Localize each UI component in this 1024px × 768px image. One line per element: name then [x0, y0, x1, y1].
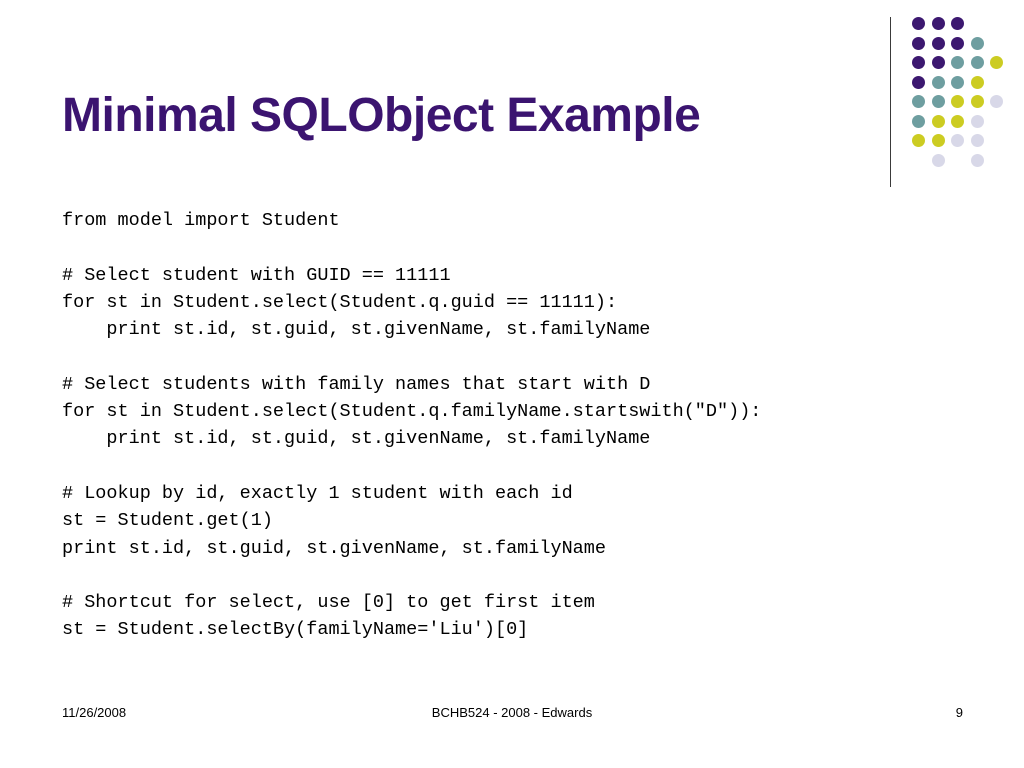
footer-page-number: 9: [955, 705, 963, 720]
decorative-dot: [912, 115, 925, 128]
decorative-dot: [971, 76, 984, 89]
decorative-dot: [932, 115, 945, 128]
code-block: [62, 207, 761, 644]
code-line: from model import Student: [62, 210, 340, 231]
decorative-dot: [932, 17, 945, 30]
code-line: [62, 234, 761, 261]
decorative-dot: [951, 76, 964, 89]
title-divider-line: [890, 17, 891, 187]
decorative-dot: [951, 134, 964, 147]
decorative-dot: [971, 95, 984, 108]
decorative-dot: [971, 115, 984, 128]
decorative-dot: [951, 56, 964, 69]
code-line: for st in Student.select(Student.q.familyName.startswith("D")):: [62, 401, 762, 423]
decorative-dot: [912, 76, 925, 89]
code-line: # Lookup by id, exactly 1 student with each id: [62, 482, 573, 504]
decorative-dot: [932, 37, 945, 50]
decorative-dot: [990, 95, 1003, 108]
decorative-dot: [971, 154, 984, 167]
code-line: st = Student.get(1): [62, 510, 273, 532]
decorative-dot: [951, 17, 964, 30]
code-line: # Shortcut for select, use [0] to get first item: [62, 592, 595, 614]
code-line: st = Student.selectBy(familyName='Liu')[0]: [62, 619, 529, 641]
code-line: print st.id, st.guid, st.givenName, st.familyName: [62, 319, 651, 341]
decorative-dot: [912, 17, 925, 30]
code-line: # Select student with GUID == 11111: [62, 264, 451, 286]
code-line: [62, 562, 761, 589]
decorative-dot: [932, 56, 945, 69]
slide-title: Minimal SQLObject Example: [62, 89, 701, 142]
code-line: [62, 343, 761, 370]
decorative-dot: [932, 154, 945, 167]
footer-date: 11/26/2008: [62, 705, 127, 720]
decorative-dot: [912, 95, 925, 108]
decorative-dot: [990, 56, 1003, 69]
code-line: [62, 453, 761, 480]
decorative-dot: [912, 134, 925, 147]
decorative-dot: [971, 37, 984, 50]
decorative-dot: [951, 115, 964, 128]
code-line: # Select students with family names that start with D: [62, 373, 651, 395]
footer-center-text: BCHB524 - 2008 - Edwards: [431, 705, 593, 720]
decorative-dot: [912, 37, 925, 50]
decorative-dot: [971, 56, 984, 69]
decorative-dot: [951, 37, 964, 50]
code-line: print st.id, st.guid, st.givenName, st.familyName: [62, 537, 606, 559]
decorative-dot: [932, 76, 945, 89]
decorative-dot: [912, 56, 925, 69]
code-line: print st.id, st.guid, st.givenName, st.familyName: [62, 428, 651, 450]
decorative-dot: [951, 95, 964, 108]
decorative-dot: [971, 134, 984, 147]
decorative-dot: [932, 134, 945, 147]
decorative-dot: [932, 95, 945, 108]
code-line: for st in Student.select(Student.q.guid == 11111):: [62, 291, 618, 313]
